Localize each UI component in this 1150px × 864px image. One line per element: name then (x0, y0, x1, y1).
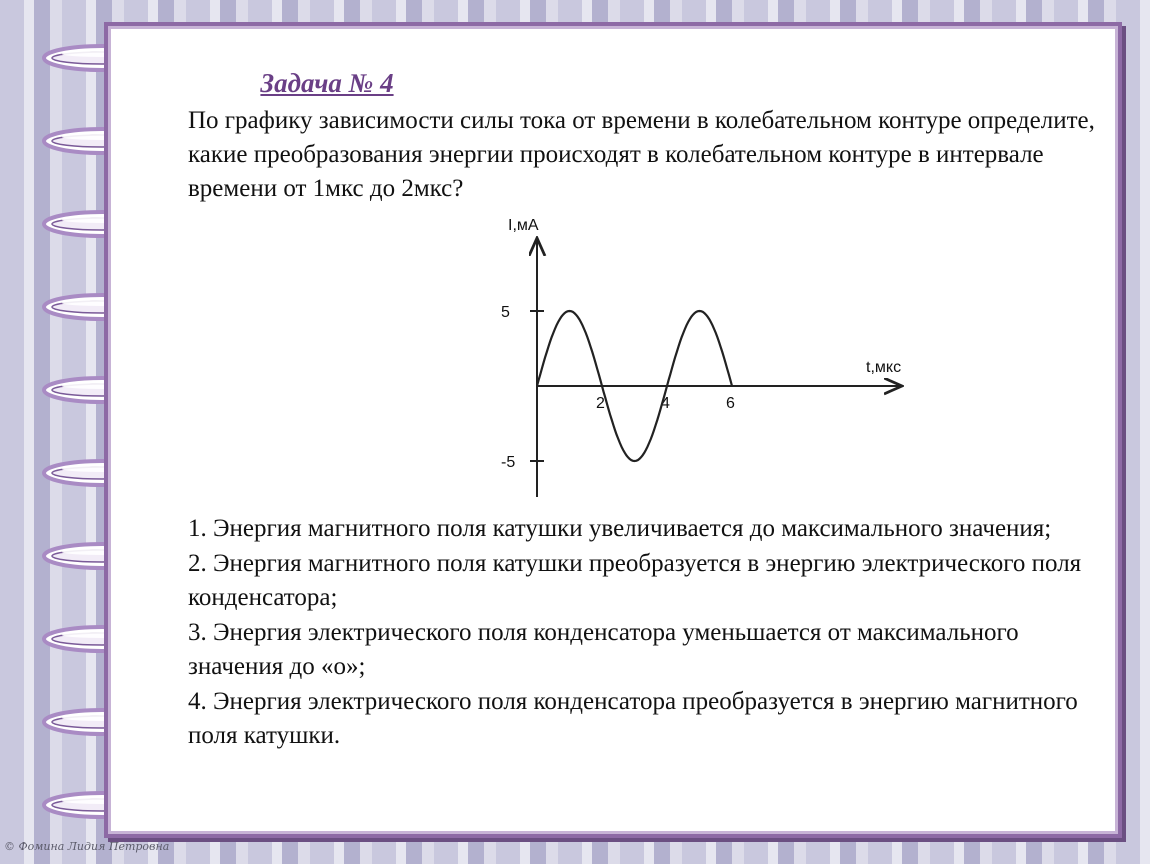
current-time-graph (488, 212, 928, 502)
answer-option: 2. Энергия магнитного поля катушки преобразуется в энергию электрического поля конденсатора; (188, 549, 1082, 611)
x-tick-label: 2 (596, 395, 605, 412)
y-axis-label: I,мА (508, 217, 539, 234)
task-title: Задача № 4 (260, 68, 394, 98)
task-question: По графику зависимости силы тока от времени в колебательном контуре определите, какие преобразования энергии происходят в колебательном контуре в интервале времени от 1мкс до 2мкс? (188, 107, 1095, 202)
x-axis-label: t,мкс (866, 359, 902, 376)
x-tick-label: 4 (661, 395, 670, 412)
author-watermark: © Фомина Лидия Петровна (4, 840, 170, 853)
y-tick-label: -5 (501, 454, 516, 471)
y-tick-label: 5 (501, 304, 510, 321)
answer-list (188, 512, 1088, 754)
x-tick-label: 6 (726, 395, 735, 412)
answer-option: 1. Энергия магнитного поля катушки увеличивается до максимального значения; (188, 515, 1052, 542)
answer-option: 4. Энергия электрического поля конденсатора преобразуется в энергию магнитного поля катушки. (188, 687, 1078, 749)
answer-option: 3. Энергия электрического поля конденсатора уменьшается от максимального значения до «о»; (188, 618, 1019, 680)
